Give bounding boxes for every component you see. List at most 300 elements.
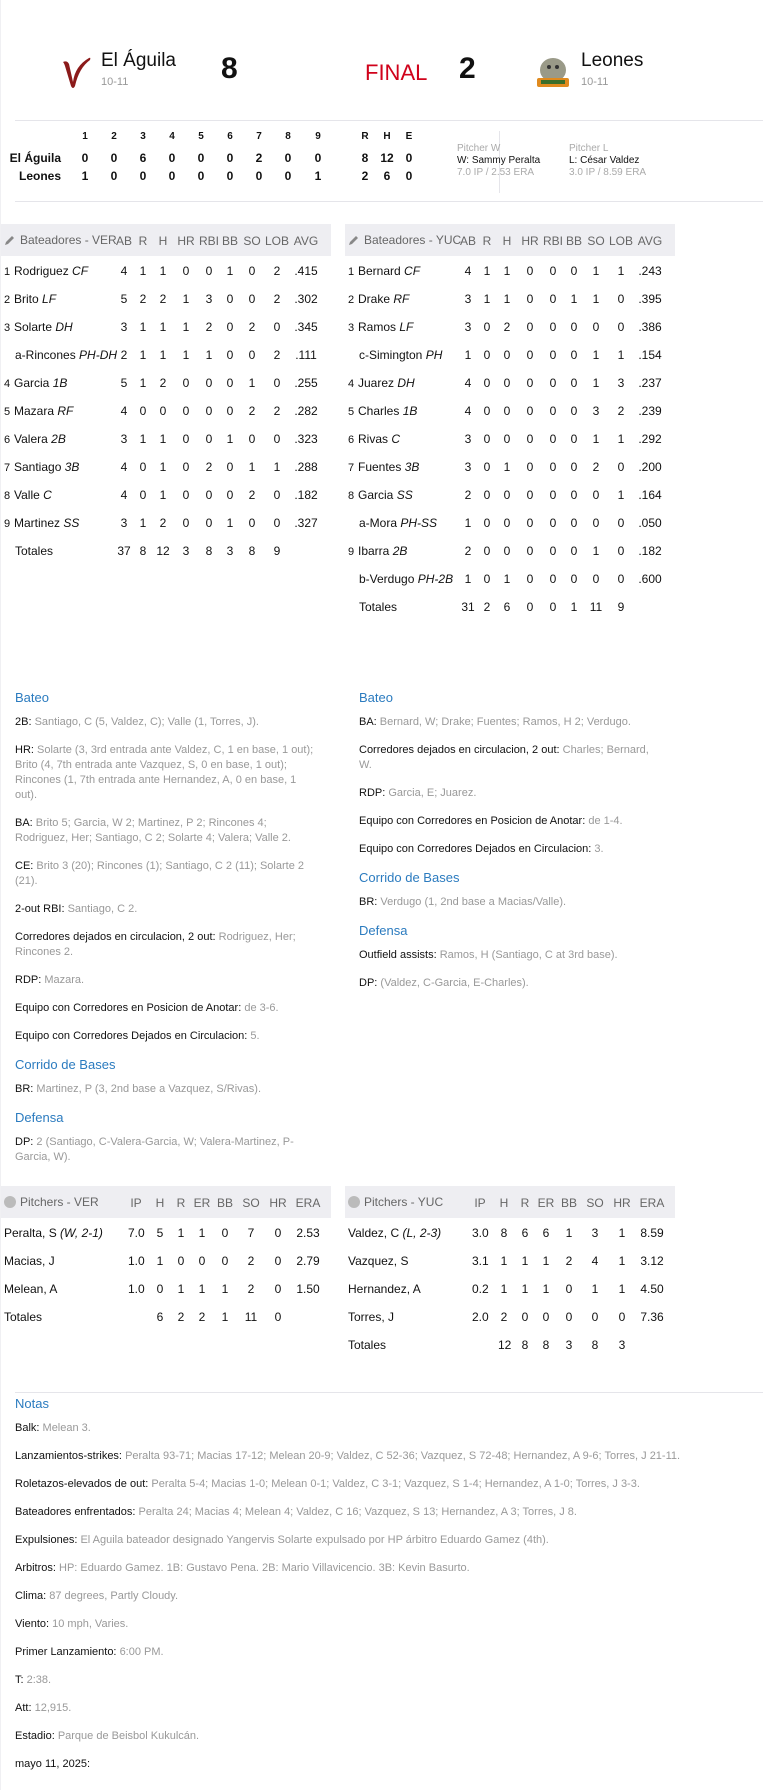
batter-name: Rodriguez (14, 264, 69, 278)
column-header[interactable]: AB (115, 234, 132, 248)
batter-name-cell[interactable] (348, 544, 407, 558)
inning-score: 0 (226, 169, 234, 183)
batter-stat: 2 (248, 320, 256, 334)
batting-order: 3 (348, 322, 355, 334)
game-note-item (15, 1757, 755, 1772)
game-note-item (15, 1421, 755, 1436)
batter-stat: 0 (617, 572, 625, 586)
pitcher-row (345, 1218, 675, 1246)
batter-position: RF (57, 404, 74, 418)
batter-stat: 1 (159, 488, 167, 502)
defense-notes-title: Defensa (359, 923, 408, 938)
inning-score: 0 (226, 151, 234, 165)
pitching-total: 8 (591, 1338, 599, 1352)
batter-stat: .237 (638, 376, 662, 390)
pitcher-stat: 2.0 (472, 1310, 489, 1324)
batting-table-away (1, 224, 331, 564)
batter-position: SS (63, 516, 80, 530)
column-header[interactable]: BB (216, 1196, 233, 1210)
batter-row (1, 256, 331, 284)
batter-stat: 1 (592, 544, 600, 558)
batting-table-title (348, 233, 461, 247)
batter-stat: 2 (248, 404, 256, 418)
inning-score: 6 (139, 151, 147, 165)
note-item (15, 1029, 315, 1044)
batter-stat: 0 (483, 572, 491, 586)
column-header[interactable]: RBI (198, 234, 219, 248)
batter-stat: 0 (273, 488, 281, 502)
batting-total: 2 (483, 600, 491, 614)
pitcher-name: Vazquez, S (348, 1254, 409, 1268)
batter-stat: 0 (549, 460, 557, 474)
batter-stat: 0 (273, 432, 281, 446)
pitcher-stat: 0 (221, 1226, 229, 1240)
pitcher-stat: 0.2 (472, 1282, 489, 1296)
column-header[interactable]: AVG (637, 234, 663, 248)
pitching-total: 2 (198, 1310, 206, 1324)
batting-total: 6 (503, 600, 511, 614)
pitcher-name-cell[interactable] (348, 1282, 421, 1296)
batter-row (1, 396, 331, 424)
batter-name-cell[interactable] (4, 320, 73, 334)
note-value: Verdugo (1, 2nd base a Macias/Valle). (380, 896, 567, 908)
batter-stat: 0 (205, 432, 213, 446)
pitcher-row (1, 1274, 331, 1302)
batting-order: 8 (4, 490, 11, 502)
batter-name-cell[interactable] (4, 404, 73, 418)
batter-stat: 0 (570, 348, 578, 362)
pitcher-stat: 7.0 (128, 1226, 145, 1240)
pitcher-name-cell[interactable] (348, 1226, 441, 1240)
batter-stat: 0 (617, 320, 625, 334)
batter-name-cell[interactable] (348, 320, 413, 334)
batter-stat: 0 (570, 460, 578, 474)
column-header[interactable]: ERA (639, 1196, 665, 1210)
batter-position: CF (72, 264, 89, 278)
note-key: Arbitros: (15, 1562, 56, 1574)
column-header[interactable]: IP (474, 1196, 486, 1210)
batting-order: 2 (4, 294, 11, 306)
batter-stat: 1 (205, 348, 213, 362)
batter-position: 1B (402, 404, 418, 418)
batter-name: Santiago (14, 460, 62, 474)
batter-name-cell[interactable] (4, 292, 56, 306)
total-score: 12 (380, 151, 394, 165)
inning-header: 6 (227, 131, 233, 142)
batter-stat: .282 (294, 404, 318, 418)
batter-stat: 0 (592, 572, 600, 586)
note-item (359, 976, 659, 991)
batter-name-cell[interactable] (4, 264, 88, 278)
note-key: 2-out RBI: (15, 903, 65, 915)
note-value: El Aguila bateador designado Yangervis Solarte expulsado por HP árbitro Eduardo Gamez (4th). (80, 1534, 549, 1546)
column-header[interactable]: HR (177, 234, 195, 248)
column-header[interactable]: SO (586, 1196, 604, 1210)
batter-stat: 2 (503, 320, 511, 334)
batter-stat: 0 (570, 404, 578, 418)
note-value: Melean 3. (42, 1422, 91, 1434)
batter-row (1, 452, 331, 480)
losing-pitcher[interactable] (569, 143, 646, 179)
batter-position: 2B (51, 432, 66, 446)
pitcher-stat: 1 (618, 1254, 626, 1268)
batter-stat: 1 (570, 292, 578, 306)
batting-total: 11 (589, 600, 603, 614)
batting-total: 8 (248, 544, 256, 558)
batter-stat: 0 (182, 488, 190, 502)
column-header[interactable]: ER (193, 1196, 211, 1210)
note-key: Outfield assists: (359, 949, 437, 961)
batter-stat: .600 (638, 572, 662, 586)
batter-name-cell[interactable] (359, 348, 442, 362)
batter-stat: 1 (617, 348, 625, 362)
batter-stat: .255 (294, 376, 318, 390)
baseball-icon (348, 1196, 360, 1208)
pitcher-row (345, 1302, 675, 1330)
batter-stat: 1 (159, 432, 167, 446)
batter-stat: 0 (205, 376, 213, 390)
column-header[interactable]: R (520, 1196, 530, 1210)
pitcher-stat: 3 (591, 1226, 599, 1240)
column-header[interactable]: LOB (608, 234, 633, 248)
inning-score: 0 (110, 151, 118, 165)
batter-stat: 0 (570, 376, 578, 390)
linescore-row-away (9, 151, 495, 171)
inning-score: 0 (197, 151, 205, 165)
batter-stat: 0 (570, 432, 578, 446)
batter-row (345, 564, 675, 592)
pitcher-row (345, 1274, 675, 1302)
pitching-totals-row (345, 1330, 675, 1358)
column-header[interactable]: SO (242, 1196, 260, 1210)
column-header[interactable]: R (482, 234, 492, 248)
pitcher-stat: 6 (542, 1226, 550, 1240)
batter-stat: 1 (592, 432, 600, 446)
note-item (15, 859, 315, 889)
pitcher-stat: 7.36 (640, 1310, 664, 1324)
batter-stat: 4 (120, 460, 128, 474)
linescore-header (15, 131, 495, 151)
batter-stat: 1 (182, 348, 190, 362)
column-header[interactable]: HR (521, 234, 539, 248)
batting-total: 9 (617, 600, 625, 614)
batter-stat: 0 (248, 516, 256, 530)
batter-position: C (391, 432, 401, 446)
pitcher-stat: 1 (198, 1226, 206, 1240)
batting-total: 0 (526, 600, 534, 614)
pitcher-name-cell[interactable] (348, 1254, 408, 1268)
batter-stat: 0 (570, 572, 578, 586)
inning-score: 0 (197, 169, 205, 183)
batter-stat: 1 (159, 264, 167, 278)
inning-header: 4 (169, 131, 175, 142)
note-item (359, 814, 659, 829)
note-value: Peralta 93-71; Macias 17-12; Melean 20-9; Valdez, C 52-36; Vazquez, S 72-48; Hernandez, A 9-6; Torres, J 21-11. (125, 1450, 681, 1462)
column-header[interactable]: LOB (264, 234, 289, 248)
defense-notes (359, 923, 659, 991)
note-value: Peralta 24; Macias 4; Melean 4; Valdez, C 16; Vazquez, S 13; Hernandez, A 3; Torres, J 8. (138, 1506, 577, 1518)
note-item (359, 895, 659, 910)
pitching-table-title-text: Pitchers - YUC (364, 1195, 444, 1209)
batter-stat: 3 (120, 320, 128, 334)
column-header[interactable]: H (155, 1196, 165, 1210)
batter-name-cell[interactable] (4, 432, 66, 446)
inning-header: 7 (256, 131, 262, 142)
column-header[interactable]: SO (243, 234, 261, 248)
column-header[interactable]: R (176, 1196, 186, 1210)
note-value: 12,915. (34, 1702, 72, 1714)
batter-stat: 5 (120, 376, 128, 390)
batter-stat: 1 (483, 264, 491, 278)
column-header[interactable]: RBI (542, 234, 563, 248)
column-header[interactable]: IP (130, 1196, 142, 1210)
batting-order: 4 (348, 378, 355, 390)
pitcher-stat: 2 (565, 1254, 573, 1268)
note-key: Primer Lanzamiento: (15, 1646, 117, 1658)
pitcher-name-cell[interactable] (4, 1226, 103, 1240)
batter-stat: 0 (503, 544, 511, 558)
batter-name-cell[interactable] (4, 460, 79, 474)
batter-stat: .182 (638, 544, 662, 558)
note-key: Equipo con Corredores Dejados en Circulacion: (359, 843, 592, 855)
column-header[interactable]: H (502, 234, 512, 248)
note-item (15, 816, 315, 846)
batter-name-cell[interactable] (348, 460, 419, 474)
batter-stat: 2 (592, 460, 600, 474)
notes-home (359, 690, 659, 1004)
note-key: Corredores dejados en circulacion, 2 out: (359, 744, 560, 756)
inning-score: 0 (168, 169, 176, 183)
batter-position: PH-SS (400, 516, 438, 530)
batting-table-title-text: Bateadores - VER (20, 233, 117, 247)
batter-stat: 0 (503, 488, 511, 502)
game-note-item (15, 1533, 755, 1548)
batter-name-cell[interactable] (348, 376, 415, 390)
batter-position: C (43, 488, 52, 502)
column-header[interactable]: H (158, 234, 168, 248)
column-header[interactable]: SO (587, 234, 605, 248)
column-header[interactable]: R (138, 234, 148, 248)
batter-stat: 0 (570, 544, 578, 558)
batter-name: Ibarra (358, 544, 390, 558)
note-key: Roletazos-elevados de out: (15, 1478, 149, 1490)
batter-position: 1B (52, 376, 68, 390)
total-header: E (405, 131, 413, 142)
batter-stat: 3 (617, 376, 625, 390)
batter-position: DH (397, 376, 415, 390)
batter-name: Juarez (358, 376, 395, 390)
pitcher-stat: 0 (521, 1310, 529, 1324)
batter-stat: 0 (483, 320, 491, 334)
batting-order: 4 (4, 378, 11, 390)
batter-stat: 2 (273, 348, 281, 362)
inning-score: 1 (314, 169, 322, 183)
column-header[interactable]: HR (613, 1196, 631, 1210)
note-key: BA: (359, 716, 377, 728)
away-team-record: 10-11 (101, 76, 129, 88)
note-key: mayo 11, 2025: (15, 1758, 91, 1770)
batter-stat: 0 (549, 516, 557, 530)
pitcher-name-cell[interactable] (348, 1310, 394, 1324)
batter-stat: 0 (592, 516, 600, 530)
pitcher-stat: 0 (618, 1310, 626, 1324)
linescore-team-name[interactable]: Leones (18, 169, 61, 183)
batter-name-cell[interactable] (4, 488, 52, 502)
note-value: Parque de Beisbol Kukulcán. (57, 1730, 200, 1742)
note-value: Brito 3 (20); Rincones (1); Santiago, C 2 (11); Solarte 2 (21). (15, 860, 304, 887)
note-key: Clima: (15, 1590, 47, 1602)
batter-name: Valera (14, 432, 48, 446)
note-item (15, 973, 315, 988)
pitching-total: 1 (221, 1310, 229, 1324)
totals-label: Totales (4, 1310, 43, 1324)
batter-stat: 0 (483, 544, 491, 558)
note-key: 2B: (15, 716, 32, 728)
note-value: 6:00 PM. (119, 1646, 164, 1658)
batter-name-cell[interactable] (348, 264, 420, 278)
note-key: RDP: (359, 787, 386, 799)
note-value: Ramos, H (Santiago, C at 3rd base). (439, 949, 618, 961)
pitcher-stat: 7 (247, 1226, 255, 1240)
batter-stat: 0 (483, 488, 491, 502)
batter-stat: 0 (273, 320, 281, 334)
batting-total: 9 (273, 544, 281, 558)
pitcher-stat: 6 (521, 1226, 529, 1240)
pitching-table-away (1, 1186, 331, 1330)
pitcher-decision: (L, 2-3) (402, 1226, 442, 1240)
pitcher-decision: (W, 2-1) (60, 1226, 103, 1240)
batter-position: SS (396, 488, 413, 502)
pitcher-stat: 0 (274, 1282, 282, 1296)
column-header[interactable]: ERA (295, 1196, 321, 1210)
batter-name-cell[interactable] (4, 516, 79, 530)
batter-name-cell[interactable] (359, 572, 453, 586)
batter-stat: 1 (592, 264, 600, 278)
batting-notes-title: Bateo (15, 690, 49, 705)
batter-name-cell[interactable] (348, 292, 409, 306)
batter-name-cell[interactable] (359, 516, 437, 530)
note-value: Mazara. (44, 974, 85, 986)
batter-name: Rivas (358, 432, 389, 446)
batter-stat: 3 (464, 460, 472, 474)
batter-name-cell[interactable] (348, 488, 413, 502)
inning-score: 0 (168, 151, 176, 165)
batter-stat: 1 (483, 292, 491, 306)
baserunning-notes-title: Corrido de Bases (15, 1057, 116, 1072)
batter-stat: .111 (295, 348, 317, 362)
note-key: DP: (359, 977, 378, 989)
batter-stat: 1 (139, 320, 147, 334)
column-header[interactable]: BB (565, 234, 582, 248)
away-team[interactable] (101, 50, 176, 88)
note-key: Corredores dejados en circulacion, 2 out: (15, 931, 216, 943)
baserunning-notes-title: Corrido de Bases (359, 870, 460, 885)
batter-stat: 0 (226, 348, 234, 362)
batter-stat: 1 (617, 432, 625, 446)
batter-stat: 0 (273, 376, 281, 390)
pitcher-stat: 0 (156, 1282, 164, 1296)
pitcher-row (1, 1246, 331, 1274)
batter-stat: 0 (139, 404, 147, 418)
batter-stat: 0 (526, 264, 534, 278)
batter-stat: 0 (182, 432, 190, 446)
pitcher-stat: 1.0 (128, 1282, 145, 1296)
batter-stat: 0 (617, 516, 625, 530)
winning-pitcher-stats: 7.0 IP / 2.53 ERA (457, 167, 535, 178)
batter-position: LF (42, 292, 57, 306)
batter-name-cell[interactable] (4, 376, 67, 390)
pitching-table-header (345, 1186, 675, 1218)
note-item (15, 1135, 315, 1165)
pitcher-stat: 1 (177, 1282, 185, 1296)
batter-stat: 2 (120, 348, 128, 362)
batter-stat: 1 (139, 432, 147, 446)
batter-stat: 0 (248, 292, 256, 306)
batter-stat: 3 (205, 292, 213, 306)
batter-name-cell[interactable] (348, 404, 417, 418)
batter-stat: 2 (159, 376, 167, 390)
note-item (359, 715, 659, 730)
column-header[interactable]: AVG (293, 234, 319, 248)
column-header[interactable]: BB (560, 1196, 577, 1210)
pitcher-name-cell[interactable] (4, 1254, 55, 1268)
pitching-table-home (345, 1186, 675, 1358)
batting-order: 7 (348, 462, 355, 474)
game-note-item (15, 1505, 755, 1520)
batter-stat: 0 (526, 488, 534, 502)
batter-stat: .288 (294, 460, 318, 474)
column-header[interactable]: H (499, 1196, 509, 1210)
inning-score: 0 (284, 151, 292, 165)
note-item (15, 902, 315, 917)
batter-stat: 0 (182, 376, 190, 390)
batter-name: a-Rincones (15, 348, 76, 362)
winning-pitcher[interactable] (457, 143, 540, 179)
column-header[interactable]: BB (221, 234, 238, 248)
batter-name-cell[interactable] (348, 432, 400, 446)
inning-score: 1 (81, 169, 89, 183)
pitcher-stat: 0 (221, 1254, 229, 1268)
batting-total: 0 (549, 600, 557, 614)
note-value: Garcia, E; Juarez. (388, 787, 477, 799)
batter-row (1, 424, 331, 452)
column-header[interactable]: HR (269, 1196, 287, 1210)
linescore-team-name[interactable]: El Águila (9, 151, 61, 165)
batter-position: 3B (404, 460, 420, 474)
batting-total: 12 (156, 544, 170, 558)
batter-stat: 0 (483, 432, 491, 446)
note-value: HP: Eduardo Gamez. 1B: Gustavo Pena. 2B: Mario Villavicencio. 3B: Kevin Basurto. (59, 1562, 470, 1574)
home-team[interactable] (581, 50, 643, 88)
inning-score: 0 (81, 151, 89, 165)
batter-name-cell[interactable] (15, 348, 117, 362)
batting-notes (359, 690, 659, 857)
note-key: Equipo con Corredores en Posicion de Anotar: (359, 815, 586, 827)
pitcher-name-cell[interactable] (4, 1282, 57, 1296)
pitcher-name: Hernandez, A (348, 1282, 421, 1296)
inning-header: 5 (198, 131, 204, 142)
note-key: Equipo con Corredores en Posicion de Anotar: (15, 1002, 242, 1014)
column-header[interactable]: AB (459, 234, 476, 248)
game-note-item (15, 1449, 755, 1464)
batter-row (345, 536, 675, 564)
note-value: (Valdez, C-Garcia, E-Charles). (380, 977, 529, 989)
column-header[interactable]: ER (537, 1196, 555, 1210)
batter-stat: 0 (526, 460, 534, 474)
pitching-totals-row (1, 1302, 331, 1330)
pitching-table-title-text: Pitchers - VER (20, 1195, 99, 1209)
batter-name: Mazara (14, 404, 55, 418)
